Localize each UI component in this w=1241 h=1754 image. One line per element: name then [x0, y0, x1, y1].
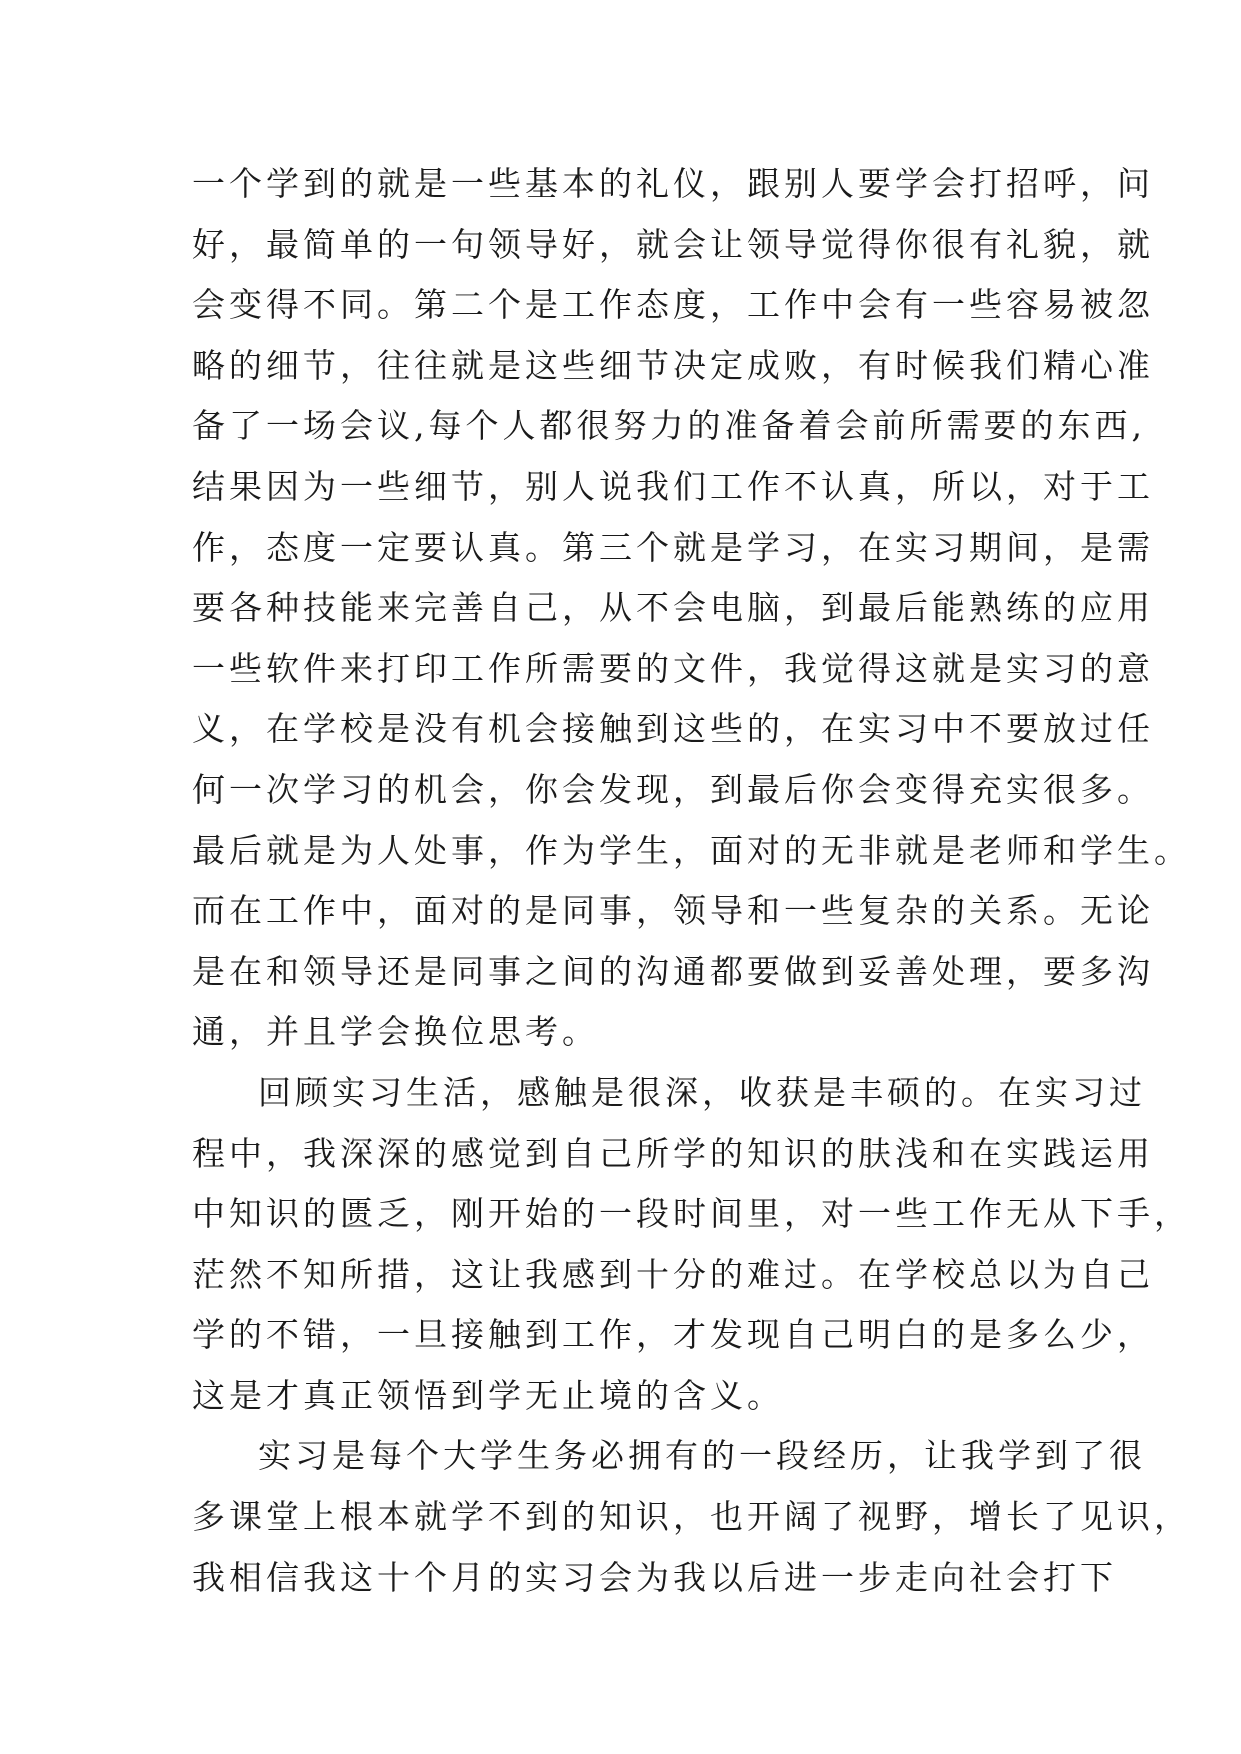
text-line: 略的细节，往往就是这些细节决定成败，有时候我们精心准 [192, 345, 1154, 385]
text-line: 通，并且学会换位思考。 [192, 1012, 599, 1052]
text-line: 多课堂上根本就学不到的知识，也开阔了视野，增长了见识， [192, 1497, 1191, 1537]
text-line: 一个学到的就是一些基本的礼仪，跟别人要学会打招呼，问 [192, 164, 1154, 203]
text-line: 中知识的匮乏，刚开始的一段时间里，对一些工作无从下手， [192, 1194, 1191, 1234]
body-text [192, 154, 1191, 1608]
text-line: 一些软件来打印工作所需要的文件，我觉得这就是实习的意 [192, 648, 1154, 688]
text-line: 作，态度一定要认真。第三个就是学习，在实习期间，是需 [192, 527, 1154, 567]
text-line: 会变得不同。第二个是工作态度，工作中会有一些容易被忽 [192, 285, 1154, 325]
paragraph-start-line: 回顾实习生活，感触是很深，收获是丰硕的。在实习过 [258, 1072, 1146, 1112]
text-line: 这是才真正领悟到学无止境的含义。 [192, 1375, 784, 1415]
text-line: 备了一场会议,每个人都很努力的准备着会前所需要的东西, [192, 406, 1146, 446]
text-line: 义，在学校是没有机会接触到这些的，在实习中不要放过任 [192, 709, 1154, 749]
text-line: 结果因为一些细节，别人说我们工作不认真，所以，对于工 [192, 466, 1154, 506]
paragraph-start-line: 实习是每个大学生务必拥有的一段经历，让我学到了很 [258, 1436, 1146, 1476]
text-line: 而在工作中，面对的是同事，领导和一些复杂的关系。无论 [192, 891, 1154, 931]
text-line: 我相信我这十个月的实习会为我以后进一步走向社会打下 [192, 1557, 1117, 1597]
text-line: 是在和领导还是同事之间的沟通都要做到妥善处理，要多沟 [192, 951, 1154, 991]
text-line: 何一次学习的机会，你会发现，到最后你会变得充实很多。 [192, 769, 1154, 809]
text-line: 最后就是为人处事，作为学生，面对的无非就是老师和学生。 [192, 830, 1191, 870]
text-line: 要各种技能来完善自己，从不会电脑，到最后能熟练的应用 [192, 588, 1154, 628]
text-line: 茫然不知所措，这让我感到十分的难过。在学校总以为自己 [192, 1254, 1154, 1294]
text-line: 程中，我深深的感觉到自己所学的知识的肤浅和在实践运用 [192, 1133, 1154, 1173]
text-line: 学的不错，一旦接触到工作，才发现自己明白的是多么少， [192, 1315, 1154, 1355]
text-line: 好，最简单的一句领导好，就会让领导觉得你很有礼貌，就 [192, 224, 1154, 264]
